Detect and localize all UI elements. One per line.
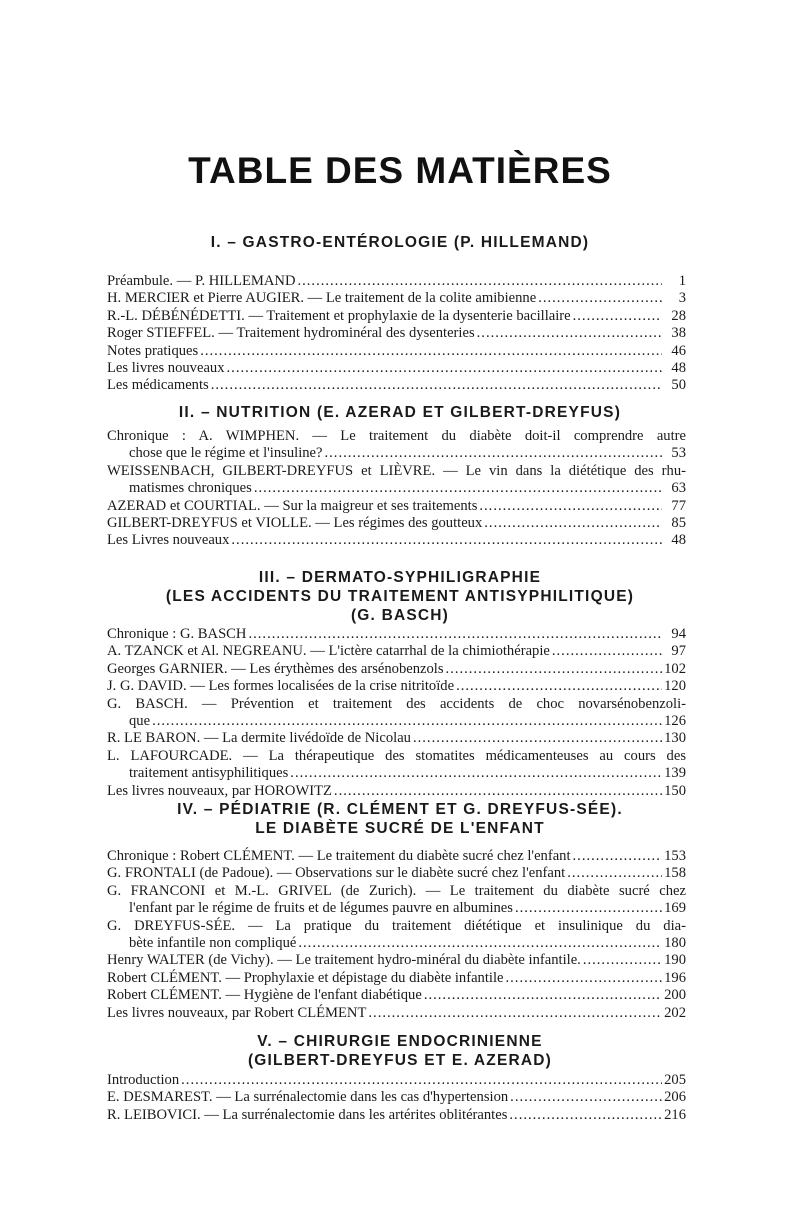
dot-leader: [515, 900, 662, 917]
dot-leader: [479, 498, 662, 515]
toc-entry-text: G. DREYFUS-SÉE. — La pratique du traitement diététique et insulinique du dia-: [107, 917, 686, 934]
toc-entry-text: traitement antisyphilitiques: [129, 765, 289, 782]
toc-page-number: 38: [671, 325, 686, 342]
toc-entry: [107, 515, 686, 532]
toc-entry-text: GILBERT-DREYFUS et VIOLLE. — Les régimes des goutteux: [107, 515, 483, 532]
section-heading-line: II. – NUTRITION (E. AZERAD ET GILBERT-DREYFUS): [178, 404, 622, 421]
toc-entry: [107, 987, 686, 1004]
dot-leader: [152, 713, 662, 730]
toc-entry-text: que: [129, 713, 151, 730]
toc-entry-text: E. DESMAREST. — La surrénalectomie dans les cas d'hypertension: [107, 1089, 509, 1106]
toc-entry: [107, 290, 686, 307]
toc-entry-text: G. FRANCONI et M.-L. GRIVEL (de Zurich). — Le traitement du diabète sucré chez: [107, 882, 686, 899]
toc-page-number: 85: [671, 515, 686, 532]
toc-page-number: 94: [671, 626, 686, 642]
toc-entry: [107, 848, 686, 865]
section-heading-line: (GILBERT-DREYFUS ET E. AZERAD): [247, 1052, 553, 1069]
toc-entry: [107, 273, 686, 290]
section-entries: [107, 848, 686, 1022]
toc-entry-text: Notes pratiques: [107, 342, 199, 359]
toc-page-number: 206: [664, 1089, 686, 1106]
section-heading: [0, 233, 800, 252]
section-heading-line: IV. – PÉDIATRIE (R. CLÉMENT ET G. DREYFUS-SÉE).: [177, 801, 623, 818]
dot-leader: [510, 1089, 662, 1106]
toc-entry-text: l'enfant par le régime de fruits et de légumes pauvre en albumines: [129, 900, 513, 917]
section-heading: [0, 403, 800, 422]
section-entries: [107, 273, 686, 395]
toc-entry: [107, 713, 686, 730]
toc-page-number: 50: [671, 377, 686, 394]
dot-leader: [573, 308, 662, 325]
toc-page-number: 169: [664, 900, 686, 917]
dot-leader: [509, 1107, 662, 1124]
dot-leader: [506, 970, 663, 987]
toc-entry-text: Chronique : A. WIMPHEN. — Le traitement du diabète doit-il comprendre autre: [107, 428, 686, 444]
dot-leader: [298, 935, 662, 952]
toc-entry-text: Préambule. — P. HILLEMAND: [107, 273, 296, 289]
toc-page-number: 120: [664, 678, 686, 695]
toc-entry: [107, 783, 686, 800]
toc-entry: [107, 308, 686, 325]
toc-page-number: 1: [678, 273, 686, 289]
toc-entry-text: Les Livres nouveaux: [107, 532, 230, 549]
toc-entry: [107, 900, 686, 917]
toc-entry-text: Les livres nouveaux: [107, 360, 225, 377]
toc-entry: [107, 360, 686, 377]
toc-entry: [107, 343, 686, 360]
toc-entry-text: WEISSENBACH, GILBERT-DREYFUS et LIÈVRE. — Le vin dans la diététique des rhu-: [107, 462, 686, 479]
dot-leader: [368, 1005, 662, 1022]
toc-entry: [107, 1107, 686, 1124]
toc-entry-text: R. LE BARON. — La dermite livédoïde de Nicolau: [107, 730, 411, 747]
toc-entry-text: J. G. DAVID. — Les formes localisées de la crise nitritoïde: [107, 678, 455, 695]
dot-leader: [424, 987, 662, 1004]
toc-entry: [107, 748, 686, 765]
toc-entry-text: R.-L. DÉBÉNÉDETTI. — Traitement et prophylaxie de la dysenterie bacillaire: [107, 307, 571, 324]
toc-page-number: 126: [664, 713, 686, 730]
toc-page-number: 102: [664, 660, 686, 677]
toc-entry: [107, 480, 686, 497]
toc-entry-text: R. LEIBOVICI. — La surrénalectomie dans les artérites oblitérantes: [107, 1106, 508, 1123]
toc-entry-text: Les livres nouveaux, par Robert CLÉMENT: [107, 1004, 367, 1021]
section-heading-line: (G. BASCH): [350, 607, 450, 624]
toc-page-number: 53: [671, 445, 686, 462]
toc-entry-text: Henry WALTER (de Vichy). — Le traitement hydro-minéral du diabète infantile.: [107, 952, 581, 969]
toc-entry: [107, 952, 686, 969]
toc-page-number: 28: [671, 307, 686, 324]
toc-entry: [107, 696, 686, 713]
dot-leader: [484, 515, 662, 532]
toc-page-number: 196: [664, 969, 686, 986]
toc-page-number: 77: [671, 497, 686, 514]
dot-leader: [254, 480, 662, 497]
dot-leader: [231, 532, 662, 549]
toc-page-number: 46: [671, 342, 686, 359]
dot-leader: [181, 1072, 662, 1089]
toc-entry-text: matismes chroniques: [129, 480, 252, 497]
toc-entry-text: Chronique : G. BASCH: [107, 626, 247, 642]
toc-entry: [107, 1089, 686, 1106]
toc-entry: [107, 428, 686, 445]
dot-leader: [477, 325, 662, 342]
toc-page-number: 205: [664, 1072, 686, 1088]
toc-entry: [107, 626, 686, 643]
toc-page-number: 202: [664, 1004, 686, 1021]
toc-page-number: 130: [664, 730, 686, 747]
dot-leader: [227, 360, 662, 377]
dot-leader: [538, 290, 662, 307]
toc-page-number: 48: [671, 532, 686, 549]
toc-entry: [107, 730, 686, 747]
toc-page-number: 3: [678, 290, 686, 307]
toc-entry: [107, 643, 686, 660]
toc-entry: [107, 935, 686, 952]
section-heading-line: I. – GASTRO-ENTÉROLOGIE (P. HILLEMAND): [210, 234, 590, 251]
section-heading-line: V. – CHIRURGIE ENDOCRINIENNE: [257, 1033, 543, 1050]
toc-entry: [107, 325, 686, 342]
toc-entry: [107, 883, 686, 900]
section-heading-line: LE DIABÈTE SUCRÉ DE L'ENFANT: [255, 820, 545, 837]
dot-leader: [583, 952, 662, 969]
toc-entry-text: G. FRONTALI (de Padoue). — Observations sur le diabète sucré chez l'enfant: [107, 865, 566, 882]
toc-entry: [107, 532, 686, 549]
toc-entry-text: Georges GARNIER. — Les érythèmes des arsénobenzols: [107, 660, 444, 677]
toc-entry: [107, 463, 686, 480]
dot-leader: [290, 765, 662, 782]
toc-entry-text: Roger STIEFFEL. — Traitement hydrominéral des dysenteries: [107, 325, 475, 342]
toc-entry-text: H. MERCIER et Pierre AUGIER. — Le traitement de la colite amibienne: [107, 290, 537, 307]
dot-leader: [413, 730, 662, 747]
toc-page-number: 180: [664, 935, 686, 952]
toc-entry-text: Robert CLÉMENT. — Hygiène de l'enfant diabétique: [107, 987, 422, 1004]
toc-entry-text: Introduction: [107, 1072, 180, 1088]
toc-entry: [107, 445, 686, 462]
toc-entry: [107, 918, 686, 935]
toc-entry: [107, 1005, 686, 1022]
toc-entry: [107, 377, 686, 394]
section-heading-line: (LES ACCIDENTS DU TRAITEMENT ANTISYPHILITIQUE): [165, 588, 635, 605]
toc-entry-text: Les livres nouveaux, par HOROWITZ: [107, 782, 332, 799]
toc-page-number: 63: [671, 480, 686, 497]
dot-leader: [325, 445, 663, 462]
section-entries: [107, 626, 686, 800]
toc-entry: [107, 498, 686, 515]
section-heading: [0, 568, 800, 625]
toc-entry-text: Chronique : Robert CLÉMENT. — Le traitement du diabète sucré chez l'enfant: [107, 848, 571, 864]
section-heading: [0, 1032, 800, 1070]
dot-leader: [573, 848, 662, 865]
dot-leader: [552, 643, 662, 660]
toc-entry-text: A. TZANCK et Al. NEGREANU. — L'ictère catarrhal de la chimiothérapie: [107, 643, 550, 660]
toc-entry-text: bète infantile non compliqué: [129, 935, 297, 952]
dot-leader: [248, 626, 662, 643]
toc-entry: [107, 865, 686, 882]
dot-leader: [456, 678, 662, 695]
toc-entry-text: Robert CLÉMENT. — Prophylaxie et dépistage du diabète infantile: [107, 969, 504, 986]
dot-leader: [334, 783, 662, 800]
dot-leader: [211, 377, 662, 394]
toc-entry-text: chose que le régime et l'insuline?: [129, 445, 323, 462]
toc-entry: [107, 1072, 686, 1089]
section-heading: [0, 800, 800, 838]
toc-page-number: 216: [664, 1106, 686, 1123]
toc-page-number: 48: [671, 360, 686, 377]
dot-leader: [567, 865, 662, 882]
toc-entry-text: AZERAD et COURTIAL. — Sur la maigreur et ses traitements: [107, 497, 478, 514]
toc-entry-text: L. LAFOURCADE. — La thérapeutique des stomatites médicamenteuses au cours des: [107, 747, 686, 764]
toc-page-number: 153: [664, 848, 686, 864]
dot-leader: [200, 343, 662, 360]
toc-page-number: 200: [664, 987, 686, 1004]
toc-entry: [107, 970, 686, 987]
page-title: TABLE DES MATIÈRES: [188, 150, 612, 191]
section-heading-line: III. – DERMATO-SYPHILIGRAPHIE: [258, 569, 542, 586]
toc-page-number: 139: [664, 765, 686, 782]
toc-entry: [107, 678, 686, 695]
toc-page-number: 150: [664, 782, 686, 799]
dot-leader: [446, 661, 662, 678]
toc-entry-text: Les médicaments: [107, 377, 209, 394]
toc-entry-text: G. BASCH. — Prévention et traitement des accidents de choc novarsénobenzoli-: [107, 695, 686, 712]
toc-page-number: 158: [664, 865, 686, 882]
toc-page-number: 190: [664, 952, 686, 969]
toc-entry: [107, 765, 686, 782]
section-entries: [107, 428, 686, 550]
toc-entry: [107, 661, 686, 678]
dot-leader: [297, 273, 662, 290]
toc-page-number: 97: [671, 643, 686, 660]
section-entries: [107, 1072, 686, 1124]
